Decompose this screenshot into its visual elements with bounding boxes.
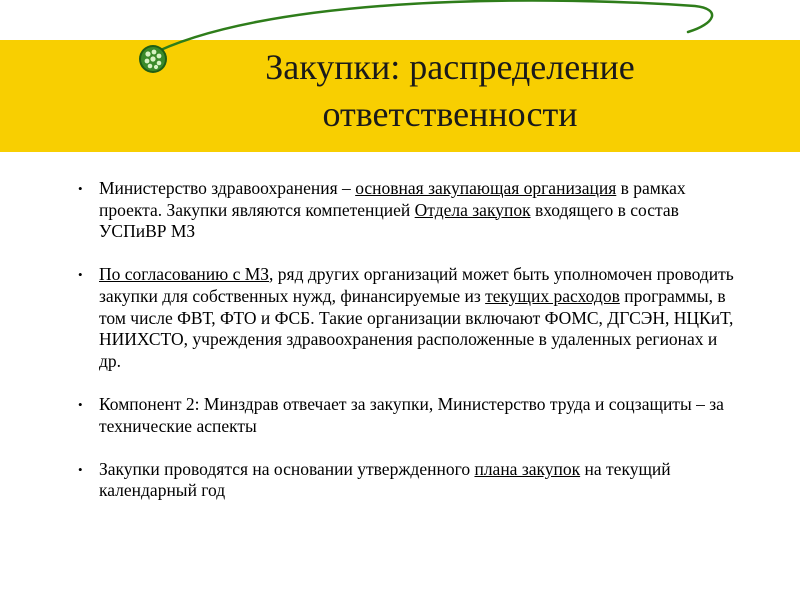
bullet-text-1 bbox=[99, 178, 686, 241]
text-segment: , ряд других организаций может быть уполномочен проводить закупки для собственных нужд, финансируемые из bbox=[99, 264, 734, 306]
underlined-link[interactable]: плана закупок bbox=[474, 458, 581, 479]
slide-title bbox=[190, 44, 710, 138]
text-segment: программы, в том числе ФВТ, ФТО и ФСБ. Такие организации включают ФОМС, ДГСЭН, НЦКиТ, НИИХСТО, учреждения здравоохранения расположенные в удаленных регионах и др. bbox=[99, 285, 734, 371]
bullet-text-3 bbox=[99, 394, 724, 436]
bullet-list bbox=[78, 178, 738, 524]
text-segment: в рамках проекта. Закупки являются компетенцией bbox=[99, 178, 686, 220]
bullet-dot-icon: • bbox=[78, 396, 83, 412]
bullet-dot-icon: • bbox=[78, 267, 83, 283]
bullet-text-4 bbox=[99, 459, 671, 501]
bullet-text-2 bbox=[99, 264, 734, 370]
text-segment: на текущий календарный год bbox=[99, 458, 671, 501]
underlined-link[interactable]: основная закупающая организация bbox=[355, 178, 617, 198]
bullet-item-ministry bbox=[78, 178, 738, 243]
text-segment: Закупки проводятся на основании утвержденного bbox=[99, 458, 475, 479]
title-line-2: ответственности bbox=[322, 94, 578, 134]
globe-ball-icon bbox=[138, 44, 168, 74]
underlined-link[interactable]: Отдела закупок bbox=[414, 199, 531, 220]
title-line-1: Закупки: распределение bbox=[265, 47, 635, 87]
underlined-link[interactable]: По согласованию с МЗ bbox=[99, 264, 270, 285]
bullet-dot-icon: • bbox=[78, 461, 83, 477]
underlined-link[interactable]: текущих расходов bbox=[485, 285, 620, 306]
bullet-item-component-2 bbox=[78, 394, 738, 437]
bullet-dot-icon: • bbox=[78, 181, 83, 196]
text-segment: входящего в состав УСПиВР МЗ bbox=[99, 199, 679, 242]
text-segment: Компонент 2: Минздрав отвечает за закупки, Министерство труда и соцзащиты – за технические аспекты bbox=[99, 393, 724, 436]
bullet-item-agreement bbox=[78, 264, 738, 372]
bullet-item-plan bbox=[78, 459, 738, 502]
text-segment: Министерство здравоохранения – bbox=[99, 178, 356, 198]
